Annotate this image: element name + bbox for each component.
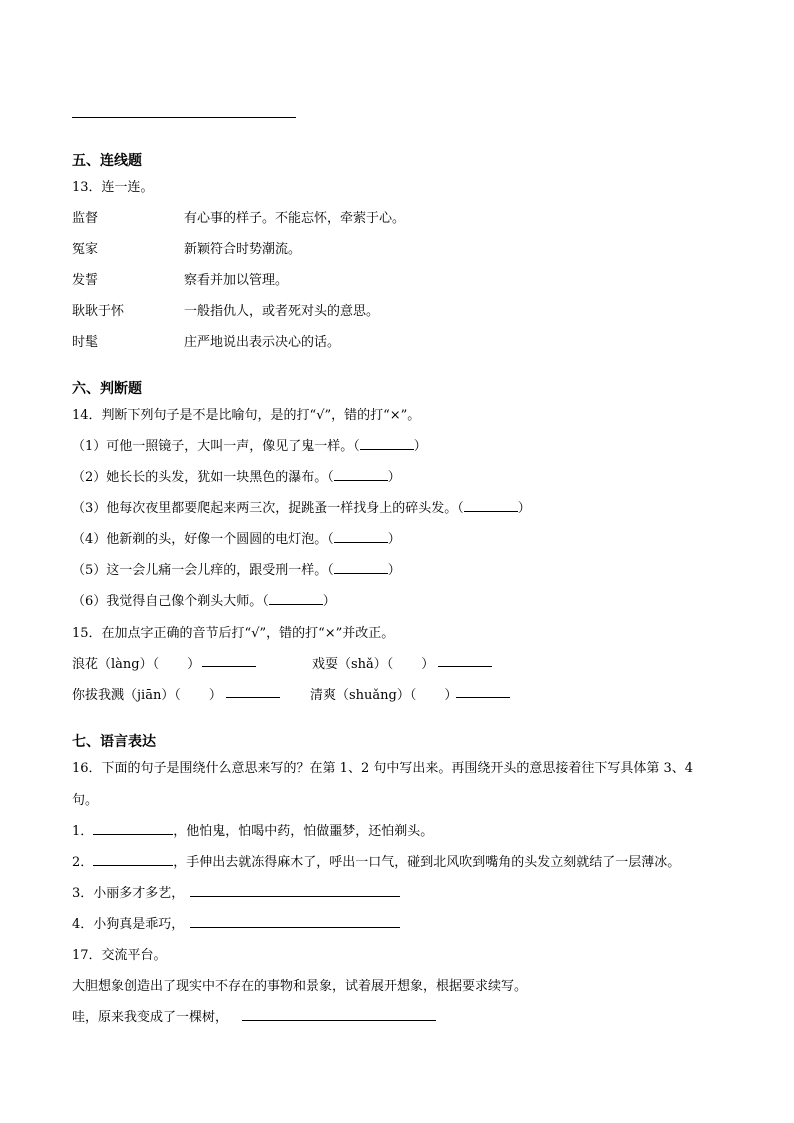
pinyin-item-2-word: 戏耍（shǎ）（ bbox=[312, 657, 394, 672]
match-left-5: 时髦 bbox=[72, 335, 99, 350]
question-17-blank[interactable] bbox=[242, 1020, 436, 1021]
question-16-line-1: 16．下面的句子是围绕什么意思来写的？在第 1、2 句中写出来。再围绕开头的意思接着往下写具体第 3、4 bbox=[72, 761, 694, 776]
judge-answer-blank-3[interactable] bbox=[464, 499, 518, 512]
judge-answer-blank-1[interactable] bbox=[360, 437, 414, 450]
judge-item-6 bbox=[72, 590, 336, 609]
pinyin-item-1-word: 浪花（làng）（ bbox=[72, 657, 160, 672]
sentence-1-text: ，他怕鬼，怕喝中药，怕做噩梦，还怕剃头。 bbox=[173, 824, 434, 839]
judge-item-4 bbox=[72, 528, 401, 547]
judge-item-1-close: ） bbox=[413, 439, 427, 454]
judge-item-6-close: ） bbox=[322, 594, 336, 609]
judge-item-5-text: （5）这一会儿痛一会儿痒的，跟受刑一样。（ bbox=[72, 563, 334, 578]
sentence-3: 3．小丽多才多艺， bbox=[72, 886, 185, 901]
question-17-prompt: 哇，原来我变成了一棵树， bbox=[72, 1010, 229, 1025]
pinyin-item-3-close: ） bbox=[208, 688, 222, 703]
pinyin-correction-blank-4[interactable] bbox=[456, 697, 510, 698]
pinyin-item-1-close: ） bbox=[187, 657, 201, 672]
judge-answer-blank-5[interactable] bbox=[334, 561, 388, 574]
judge-item-3-text: （3）他每次夜里都要爬起来两三次，捉跳蚤一样找身上的碎头发。（ bbox=[72, 501, 464, 516]
match-left-3: 发誓 bbox=[72, 273, 99, 288]
pinyin-item-3-word: 你拔我溅（jiān）（ bbox=[72, 688, 181, 703]
match-right-5: 庄严地说出表示决心的话。 bbox=[184, 335, 341, 350]
judge-answer-blank-6[interactable] bbox=[269, 592, 323, 605]
answer-line-top bbox=[72, 117, 296, 118]
sentence-2-text: ，手伸出去就冻得麻木了，呼出一口气，碰到北风吹到嘴角的头发立刻就结了一层薄冰。 bbox=[173, 855, 681, 870]
pinyin-correction-blank-2[interactable] bbox=[438, 666, 492, 667]
match-left-4: 耿耿于怀 bbox=[72, 304, 125, 319]
pinyin-item-3 bbox=[72, 684, 222, 703]
judge-item-4-text: （4）他新剃的头，好像一个圆圆的电灯泡。（ bbox=[72, 532, 334, 547]
match-right-1: 有心事的样子。不能忘怀，牵萦于心。 bbox=[184, 211, 406, 226]
sentence-4: 4．小狗真是乖巧， bbox=[72, 917, 185, 932]
judge-item-3-close: ） bbox=[517, 501, 531, 516]
sentence-2-number: 2． bbox=[72, 855, 94, 870]
section-6-title: 六、判断题 bbox=[72, 381, 142, 397]
question-13: 13．连一连。 bbox=[72, 180, 154, 195]
match-right-3: 察看并加以管理。 bbox=[184, 273, 289, 288]
judge-item-1-text: （1）可他一照镜子，大叫一声，像见了鬼一样。（ bbox=[72, 439, 360, 454]
judge-item-2-text: （2）她长长的头发，犹如一块黑色的瀑布。（ bbox=[72, 470, 334, 485]
question-14: 14．判断下列句子是不是比喻句，是的打“√”，错的打“×”。 bbox=[72, 408, 421, 423]
pinyin-item-4-word: 清爽（shuǎng）（ bbox=[310, 688, 417, 703]
judge-item-5-close: ） bbox=[387, 563, 401, 578]
judge-item-1 bbox=[72, 435, 427, 454]
judge-item-6-text: （6）我觉得自己像个剃头大师。（ bbox=[72, 594, 269, 609]
judge-answer-blank-2[interactable] bbox=[334, 468, 388, 481]
judge-answer-blank-4[interactable] bbox=[334, 530, 388, 543]
pinyin-item-4 bbox=[310, 684, 457, 703]
sentence-4-blank[interactable] bbox=[190, 927, 400, 928]
pinyin-item-1 bbox=[72, 653, 200, 672]
judge-item-2 bbox=[72, 466, 401, 485]
sentence-3-blank[interactable] bbox=[190, 896, 400, 897]
judge-item-4-close: ） bbox=[387, 532, 401, 547]
sentence-1-blank[interactable] bbox=[93, 822, 173, 835]
question-15: 15．在加点字正确的音节后打“√”，错的打“×”并改正。 bbox=[72, 626, 395, 641]
question-17: 17．交流平台。 bbox=[72, 948, 167, 963]
pinyin-correction-blank-1[interactable] bbox=[202, 666, 256, 667]
pinyin-correction-blank-3[interactable] bbox=[226, 697, 280, 698]
sentence-1 bbox=[72, 820, 433, 839]
judge-item-2-close: ） bbox=[387, 470, 401, 485]
section-7-title: 七、语言表达 bbox=[72, 734, 156, 750]
sentence-1-number: 1． bbox=[72, 824, 94, 839]
judge-item-3 bbox=[72, 497, 531, 516]
match-right-2: 新颖符合时势潮流。 bbox=[184, 242, 302, 257]
pinyin-item-4-close: ） bbox=[444, 688, 458, 703]
judge-item-5 bbox=[72, 559, 401, 578]
sentence-2-blank[interactable] bbox=[93, 853, 173, 866]
match-left-1: 监督 bbox=[72, 211, 99, 226]
sentence-2 bbox=[72, 851, 680, 870]
pinyin-item-2 bbox=[312, 653, 434, 672]
match-right-4: 一般指仇人，或者死对头的意思。 bbox=[184, 304, 380, 319]
pinyin-item-2-close: ） bbox=[421, 657, 435, 672]
section-5-title: 五、连线题 bbox=[72, 153, 142, 169]
question-17-description: 大胆想象创造出了现实中不存在的事物和景象，试着展开想象，根据要求续写。 bbox=[72, 979, 528, 994]
match-left-2: 冤家 bbox=[72, 242, 99, 257]
question-16-line-2: 句。 bbox=[72, 793, 99, 808]
